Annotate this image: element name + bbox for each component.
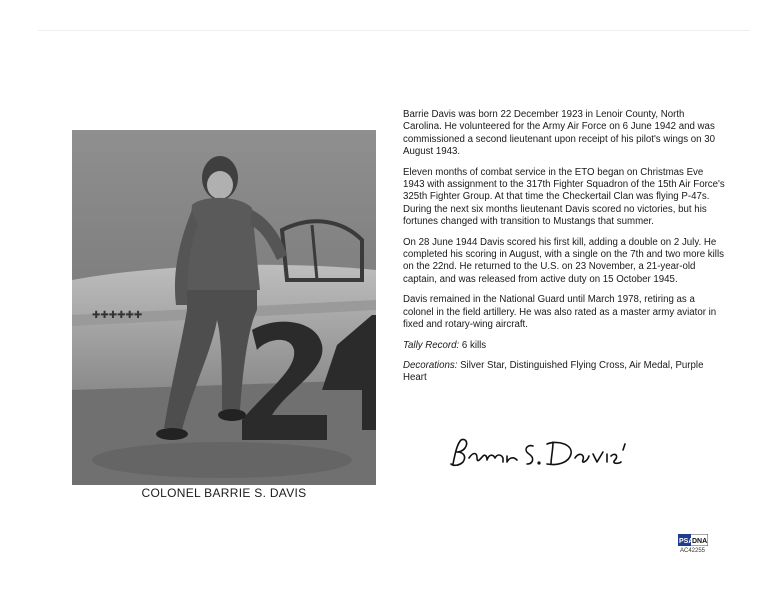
decorations bbox=[403, 360, 725, 385]
tally-record bbox=[403, 340, 725, 352]
photo-caption: COLONEL BARRIE S. DAVIS bbox=[141, 486, 307, 500]
svg-text:✚✚✚✚✚✚: ✚✚✚✚✚✚ bbox=[92, 310, 143, 321]
decorations-label: Decorations: bbox=[403, 359, 458, 371]
psa-dna-logo bbox=[678, 533, 708, 545]
svg-text:PSA: PSA bbox=[679, 538, 694, 545]
bio-paragraph-1: Barrie Davis was born 22 December 1923 in Lenoir County, North Carolina. He volunteered for the Army Air Force on 6 June 1942 and was commissioned a second lieutenant upon receipt of his pilot's wings on 30 August 1943. bbox=[403, 109, 716, 158]
pilot-photo bbox=[72, 130, 376, 485]
tally-label: Tally Record: bbox=[403, 339, 460, 351]
tally-value: 6 kills bbox=[461, 339, 487, 351]
decorations-value: Silver Star, Distinguished Flying Cross, Air Medal, Purple Heart bbox=[403, 359, 704, 384]
svg-text:DNA: DNA bbox=[692, 538, 708, 545]
bio-paragraph-3: On 28 June 1944 Davis scored his first kill, adding a double on 2 July. He completed his scoring in August, with a single on the 7th and two more kills on the 22nd. He returned to the U.S. on 23 November, a 21-year-old captain, and was released from active duty on 15 October 1945. bbox=[403, 236, 724, 285]
scan-edge bbox=[38, 30, 750, 31]
autograph-signature bbox=[447, 434, 667, 474]
bio-paragraph-2: Eleven months of combat service in the ETO began on Christmas Eve 1943 with assignment to the 317th Fighter Squadron of the 15th Air Force's 325th Fighter Group. At that time the Checkertail Clan was flying P-47s. During the next six months lieutenant Davis scored no victories, but his fortunes changed with transition to Mustangs that summer. bbox=[403, 166, 725, 228]
biography-text bbox=[403, 109, 725, 393]
bio-paragraph-4: Davis remained in the National Guard until March 1978, retiring as a colonel in the field artillery. He was also rated as a master army aviator in fixed and rotary-wing aircraft. bbox=[403, 294, 717, 331]
certificate-number: AC42255 bbox=[680, 548, 706, 554]
